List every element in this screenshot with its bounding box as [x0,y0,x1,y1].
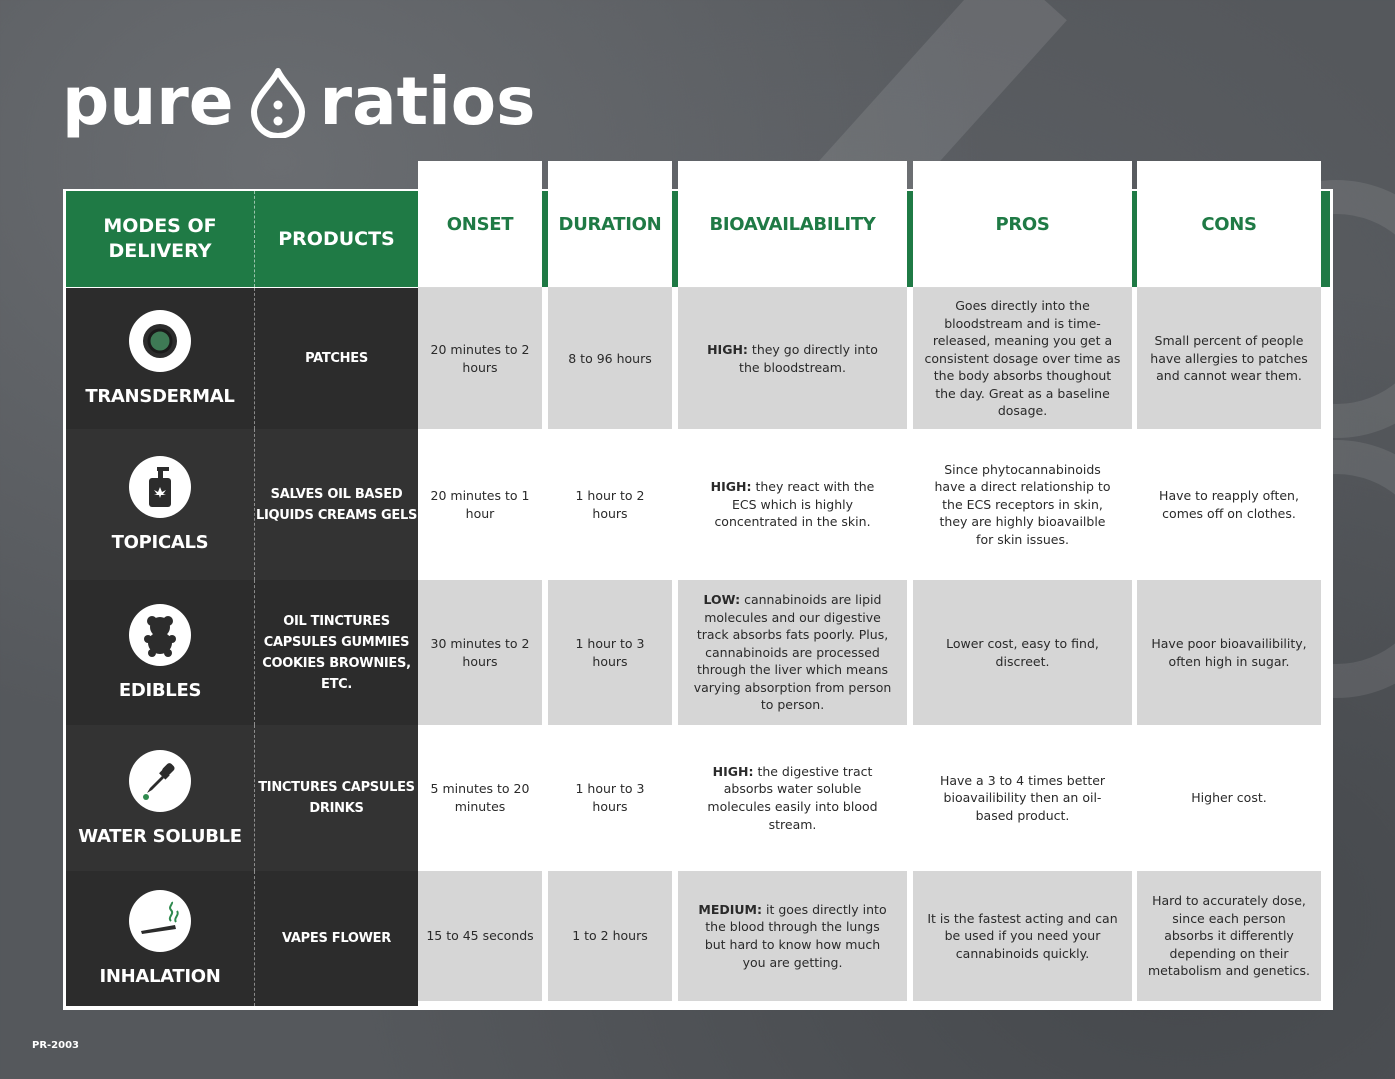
table-row [66,580,418,725]
header-duration: DURATION [548,161,672,288]
document-code: PR-2003 [32,1040,80,1051]
table-row [66,871,418,1006]
duration-column [548,161,672,1001]
brand-logo [62,62,535,142]
products-cell: TINCTURES CAPSULES DRINKS [258,780,415,816]
bioavailability-cell [678,580,907,725]
duration-cell: 1 to 2 hours [548,871,672,1001]
onset-cell: 5 minutes to 20 minutes [430,781,530,814]
onset-cell: 20 minutes to 2 hours [418,288,542,429]
bio-level: HIGH: [712,763,754,779]
duration-cell: 1 hour to 3 hours [575,781,645,814]
cons-cell: Higher cost. [1191,790,1267,806]
pros-cell: Since phytocannabinoids have a direct relationship to the ECS receptors in skin, they are highly bioavailble for skin issues. [934,461,1111,547]
logo-word-right: ratios [319,63,536,140]
mode-label: EDIBLES [118,680,202,701]
header-onset: ONSET [418,161,542,288]
mode-label: WATER SOLUBLE [78,825,242,847]
bioavailability-cell [678,871,907,1001]
mode-label: TRANSDERMAL [85,386,235,407]
bio-level: HIGH: [707,341,748,357]
bioavailability-column [678,161,907,1001]
cons-cell: Have poor bioavailibility, often high in sugar. [1137,580,1321,725]
mode-cell [66,288,255,429]
table-row [66,429,418,580]
pros-column [913,161,1132,1001]
duration-cell: 1 hour to 2 hours [575,487,645,521]
bio-text: it goes directly into the blood through the lungs but hard to know how much you are getting. [704,901,887,970]
bio-level: HIGH: [710,479,752,495]
pros-cell: Lower cost, easy to find, discreet. [913,580,1132,725]
onset-cell: 30 minutes to 2 hours [418,580,542,725]
patch-icon [129,310,191,372]
dropper-icon [129,750,191,812]
lotion-bottle-icon [129,456,191,518]
pros-cell: Goes directly into the bloodstream and is time-released, meaning you get a consistent dosage over time as the body absorbs thoughout the day. Great as a baseline dosage. [913,288,1132,429]
bio-text: they react with the ECS which is highly concentrated in the skin. [714,479,875,530]
mode-label: TOPICALS [111,532,209,553]
products-cell: VAPES FLOWER [282,931,391,946]
header-bioavailability: BIOAVAILABILITY [678,161,907,288]
logo-word-left: pure [62,63,234,140]
mode-label: INHALATION [99,966,221,987]
header-pros: PROS [913,161,1132,288]
cons-cell: Hard to accurately dose, since each person absorbs it differently depending on their metabolism and genetics. [1137,871,1321,1001]
cons-column [1137,161,1321,1001]
header-products: PRODUCTS [278,227,395,250]
mode-cell [66,871,255,1006]
bio-text: the digestive tract absorbs water soluble molecules easily into blood stream. [707,763,878,832]
header-modes-of-delivery [66,191,255,287]
products-cell: OIL TINCTURES CAPSULES GUMMIES COOKIES BROWNIES, ETC. [262,613,411,692]
onset-cell: 15 to 45 seconds [418,871,542,1001]
droplet-logo-icon [248,66,308,138]
cons-cell: Have to reapply often, comes off on clothes. [1159,487,1299,521]
bioavailability-cell [678,429,907,580]
bio-level: LOW: [703,591,741,607]
pros-cell: It is the fastest acting and can be used if you need your cannabinoids quickly. [913,871,1132,1001]
duration-cell: 1 hour to 3 hours [548,580,672,725]
duration-cell: 8 to 96 hours [548,288,672,429]
bio-text: they go directly into the bloodstream. [739,341,878,375]
cons-cell: Small percent of people have allergies to patches and cannot wear them. [1137,288,1321,429]
pros-cell: Have a 3 to 4 times better bioavailibility then an oil-based product. [939,772,1106,823]
joint-smoke-icon [129,890,191,952]
gummy-bear-icon [129,604,191,666]
bioavailability-cell [678,725,907,871]
bioavailability-cell [678,288,907,429]
onset-column [418,161,542,1001]
products-cell: PATCHES [305,351,368,366]
bio-text: cannabinoids are lipid molecules and our digestive track absorbs fats poorly. Plus, cannabinoids are processed through the liver which means varying absorption from person to person. [693,591,892,713]
bio-level: MEDIUM: [698,901,762,917]
mode-cell [66,725,255,871]
header-cons: CONS [1137,161,1321,288]
mode-cell [66,580,255,725]
products-cell: SALVES OIL BASED LIQUIDS CREAMS GELS [255,486,418,523]
left-header [66,191,418,287]
mode-cell [66,429,255,580]
onset-cell: 20 minutes to 1 hour [430,487,530,521]
header-modes-label: MODES OF DELIVERY [103,215,217,262]
table-row [66,725,418,871]
table-row [66,288,418,429]
